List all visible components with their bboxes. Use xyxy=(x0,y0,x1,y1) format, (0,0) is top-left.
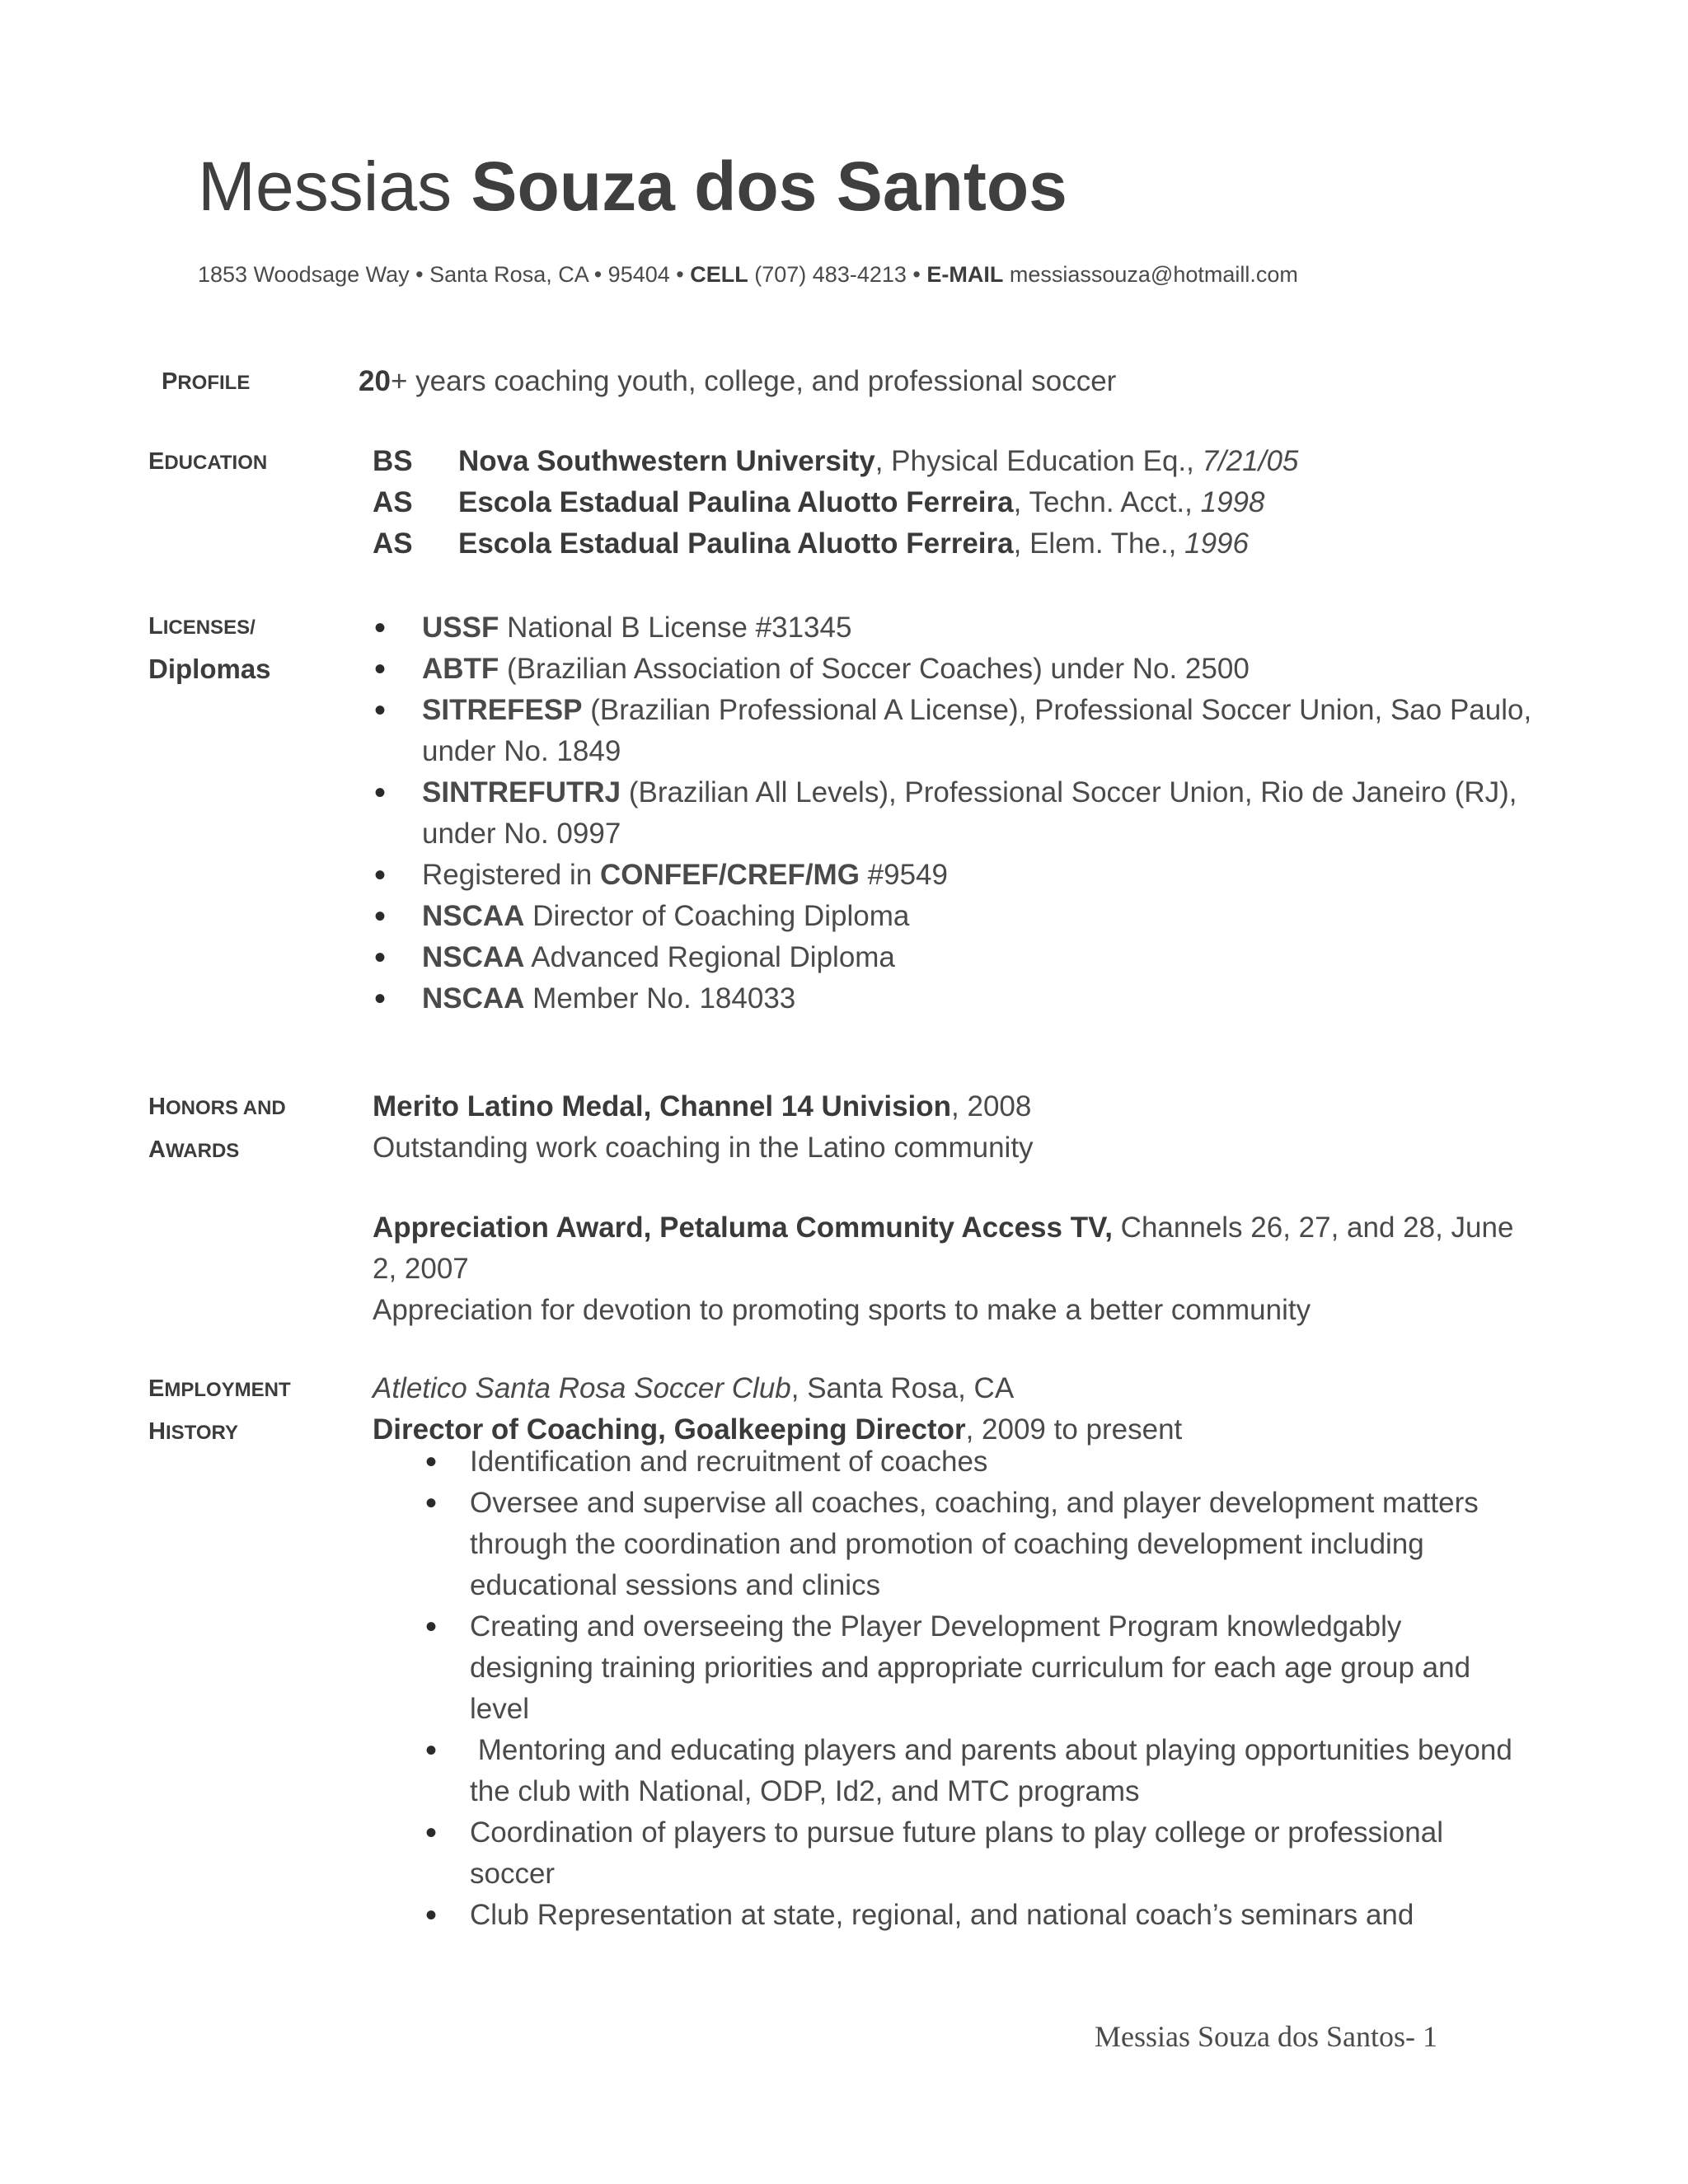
list-item: • Creating and overseeing the Player Development Program knowledgably designing training priorities and appropriate curriculum for each age group and level xyxy=(420,1606,1525,1730)
date: 1998 xyxy=(1200,486,1265,518)
list-item: • SITREFESP (Brazilian Professional A License), Professional Soccer Union, Sao Paulo, under No. 1849 xyxy=(373,690,1535,772)
degree: AS xyxy=(373,486,413,518)
profile-years: 20 xyxy=(359,365,391,397)
duties-list xyxy=(420,1441,1525,1936)
list-item: • NSCAA Advanced Regional Diploma xyxy=(373,937,1535,978)
cell-value: (707) 483-4213 • xyxy=(754,262,921,287)
profile-label: PROFILE xyxy=(162,368,251,395)
education-row xyxy=(373,441,1298,482)
education-row xyxy=(373,523,1249,565)
email-value: messiassouza@hotmaill.com xyxy=(1009,262,1298,287)
email-label: E-MAIL xyxy=(926,262,1004,287)
list-item: • NSCAA Director of Coaching Diploma xyxy=(373,896,1535,937)
award-description: Outstanding work coaching in the Latino community xyxy=(373,1132,1034,1164)
list-item: • USSF National B License #31345 xyxy=(373,607,1535,649)
degree: BS xyxy=(373,445,413,477)
list-item: • NSCAA Member No. 184033 xyxy=(373,978,1535,1019)
school: Nova Southwestern University xyxy=(458,445,875,477)
degree: AS xyxy=(373,527,413,560)
field: , Techn. Acct., xyxy=(1013,486,1201,518)
award-date: Channels 26, 27, and 28, June 2, 2007 xyxy=(373,1212,1514,1285)
cell-label: CELL xyxy=(690,262,748,287)
list-item: • Mentoring and educating players and parents about playing opportunities beyond the club with National, ODP, Id2, and MTC programs xyxy=(420,1730,1525,1812)
employment-entry xyxy=(373,1368,1543,1451)
employment-label: EMPLOYMENT HISTORY xyxy=(148,1376,291,1445)
school: Escola Estadual Paulina Aluotto Ferreira xyxy=(458,486,1014,518)
list-item: • Oversee and supervise all coaches, coaching, and player development matters through the coordination and promotion of coaching development including educational sessions and clinics xyxy=(420,1483,1525,1606)
licenses-label-line2: Diplomas xyxy=(148,654,271,684)
education-label: EDUCATION xyxy=(148,448,268,475)
field: , Elem. The., xyxy=(1013,527,1185,560)
education-row xyxy=(373,482,1264,523)
profile-summary: + years coaching youth, college, and professional soccer xyxy=(390,365,1117,397)
date: 1996 xyxy=(1184,527,1249,560)
award-2 xyxy=(373,1207,1526,1331)
list-item: • ABTF (Brazilian Association of Soccer Coaches) under No. 2500 xyxy=(373,649,1535,690)
address: 1853 Woodsage Way • Santa Rosa, CA • 95404 • xyxy=(198,262,684,287)
list-item: • Club Representation at state, regional, and national coach’s seminars and xyxy=(420,1895,1525,1936)
award-title: Merito Latino Medal, Channel 14 Univision xyxy=(373,1090,952,1122)
position-period: , 2009 to present xyxy=(965,1413,1183,1446)
position-title: Director of Coaching, Goalkeeping Director xyxy=(373,1413,966,1446)
candidate-name xyxy=(198,148,1067,224)
date: 7/21/05 xyxy=(1202,445,1299,477)
honors-label: HONORS AND AWARDS xyxy=(148,1094,286,1163)
list-item: • Registered in CONFEF/CREF/MG #9549 xyxy=(373,855,1535,896)
last-name: Souza dos Santos xyxy=(471,148,1067,225)
first-name: Messias xyxy=(198,148,452,225)
employer-location: , Santa Rosa, CA xyxy=(790,1372,1015,1404)
list-item: • Identification and recruitment of coaches xyxy=(420,1441,1525,1483)
employer: Atletico Santa Rosa Soccer Club xyxy=(373,1372,791,1404)
list-item: • SINTREFUTRJ (Brazilian All Levels), Professional Soccer Union, Rio de Janeiro (RJ), under No. 0997 xyxy=(373,772,1535,855)
field: , Physical Education Eq., xyxy=(874,445,1203,477)
licenses-label: LICENSES/ Diplomas xyxy=(148,613,271,684)
award-1 xyxy=(373,1086,1543,1169)
award-date: , 2008 xyxy=(951,1090,1032,1122)
profile-text xyxy=(359,361,1116,402)
contact-line xyxy=(198,262,1298,288)
award-description: Appreciation for devotion to promoting sports to make a better community xyxy=(373,1294,1311,1326)
award-title: Appreciation Award, Petaluma Community Access TV, xyxy=(373,1212,1113,1244)
page-footer: Messias Souza dos Santos- 1 xyxy=(1095,2020,1437,2053)
school: Escola Estadual Paulina Aluotto Ferreira xyxy=(458,527,1014,560)
licenses-list xyxy=(373,607,1535,1019)
list-item: • Coordination of players to pursue future plans to play college or professional soccer xyxy=(420,1812,1525,1895)
